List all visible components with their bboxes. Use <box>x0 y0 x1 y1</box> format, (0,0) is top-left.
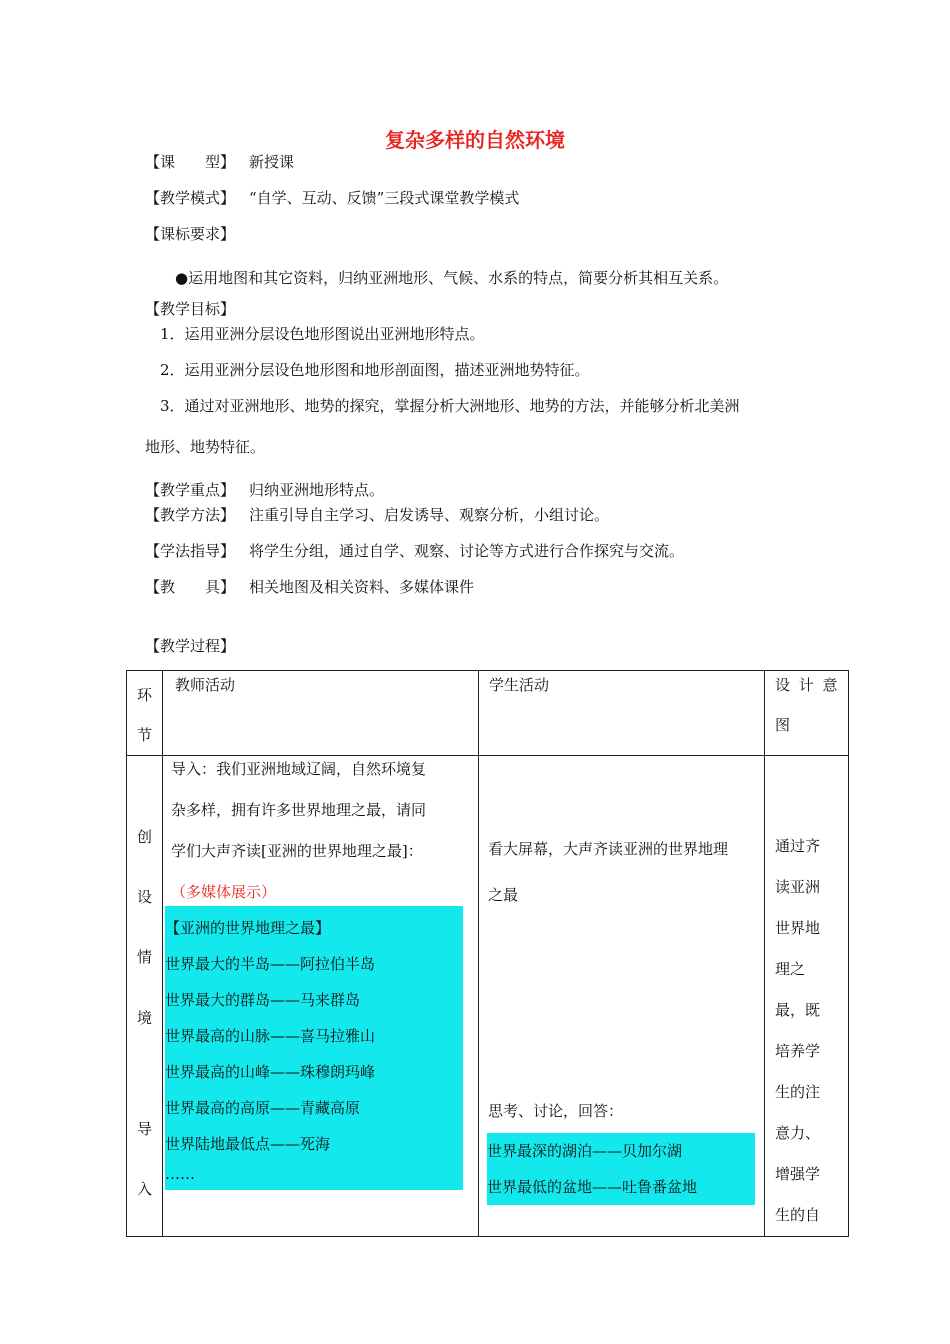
media-note: （多媒体展示） <box>171 883 277 901</box>
header-teacher <box>163 671 479 756</box>
header-student-text: 学生活动 <box>489 676 550 694</box>
mode-row <box>145 188 519 208</box>
header-teacher-text: 教师活动 <box>175 676 236 694</box>
teacher-line: 学们大声齐读[亚洲的世界地理之最]： <box>171 842 423 860</box>
highlight-line: 世界最高的高原——青藏高原 <box>165 1099 361 1117</box>
standard-item: ●运用地图和其它资料，归纳亚洲地形、气候、水系的特点，简要分析其相互关系。 <box>175 269 729 287</box>
goal-1: 1．运用亚洲分层设色地形图说出亚洲地形特点。 <box>160 325 485 343</box>
process-label: 【教学过程】 <box>145 637 236 655</box>
highlight-box <box>165 906 463 1190</box>
table-row <box>127 756 849 1237</box>
study-row <box>145 541 684 561</box>
header-section-char: 节 <box>136 726 152 744</box>
method-value: 注重引导自主学习、启发诱导、观察分析，小组讨论。 <box>249 506 610 524</box>
student-line: 之最 <box>488 886 519 904</box>
mode-label: 【教学模式】 <box>145 189 236 207</box>
teacher-line: 导入：我们亚洲地域辽阔，自然环境复 <box>171 760 427 778</box>
design-line: 培养学 <box>775 1042 821 1060</box>
highlight-line: 世界最高的山峰——珠穆朗玛峰 <box>165 1063 376 1081</box>
table-header-row <box>127 671 849 756</box>
method-label: 【教学方法】 <box>145 506 236 524</box>
method-row <box>145 505 609 525</box>
design-line: 生的注 <box>775 1083 821 1101</box>
focus-row <box>145 480 384 500</box>
section-char: 情 <box>136 948 152 966</box>
highlight-line: 世界最大的半岛——阿拉伯半岛 <box>165 955 376 973</box>
header-design <box>765 671 849 756</box>
course-type-label: 【课 型】 <box>145 153 236 171</box>
focus-value: 归纳亚洲地形特点。 <box>249 481 385 499</box>
mode-value: “自学、互动、反馈”三段式课堂教学模式 <box>249 189 520 207</box>
design-intent-cell <box>765 756 849 1237</box>
header-student <box>479 671 765 756</box>
teacher-activity-cell <box>163 756 479 1237</box>
header-design-line: 设 计 意 <box>775 676 840 694</box>
goal-3-line-2: 地形、地势特征。 <box>145 438 266 456</box>
teacher-line: 杂多样，拥有许多世界地理之最，请同 <box>171 801 427 819</box>
student-activity-cell <box>479 756 765 1237</box>
header-design-line: 图 <box>775 716 791 734</box>
section-char: 境 <box>136 1009 152 1027</box>
tools-value: 相关地图及相关资料、多媒体课件 <box>249 578 475 596</box>
highlight-line: 世界陆地最低点——死海 <box>165 1135 331 1153</box>
process-table <box>126 670 849 1237</box>
goal-2: 2．运用亚洲分层设色地形图和地形剖面图，描述亚洲地势特征。 <box>160 361 590 379</box>
design-line: 理之 <box>775 960 806 978</box>
goal-3-line-1: 3．通过对亚洲地形、地势的探究，掌握分析大洲地形、地势的方法，并能够分析北美洲 <box>160 397 740 415</box>
design-line: 增强学 <box>775 1165 821 1183</box>
design-line: 生的自 <box>775 1206 821 1224</box>
design-line: 最，既 <box>775 1001 821 1019</box>
section-char: 创 <box>136 828 152 846</box>
focus-label: 【教学重点】 <box>145 481 236 499</box>
design-line: 意力、 <box>775 1124 821 1142</box>
student-highlight-box <box>487 1133 755 1205</box>
tools-label: 【教 具】 <box>145 578 236 596</box>
student-highlight-line: 世界最低的盆地——吐鲁番盆地 <box>487 1178 698 1196</box>
page-title: 复杂多样的自然环境 <box>385 128 565 152</box>
goals-label: 【教学目标】 <box>145 300 236 318</box>
section-char: 入 <box>136 1180 152 1198</box>
study-value: 将学生分组，通过自学、观察、讨论等方式进行合作探究与交流。 <box>249 542 685 560</box>
student-line: 看大屏幕，大声齐读亚洲的世界地理 <box>488 840 729 858</box>
section-char: 设 <box>136 888 152 906</box>
section-cell <box>127 756 163 1237</box>
design-line: 通过齐 <box>775 837 821 855</box>
highlight-line: 世界最大的群岛——马来群岛 <box>165 991 361 1009</box>
course-type-row <box>145 152 294 172</box>
tools-row <box>145 577 474 597</box>
highlight-line: 【亚洲的世界地理之最】 <box>165 919 331 937</box>
header-section-char: 环 <box>136 686 152 704</box>
student-highlight-line: 世界最深的湖泊——贝加尔湖 <box>487 1142 683 1160</box>
standard-label: 【课标要求】 <box>145 225 236 243</box>
study-label: 【学法指导】 <box>145 542 236 560</box>
header-section <box>127 671 163 756</box>
student-think: 思考、讨论，回答： <box>488 1102 624 1120</box>
highlight-line: 世界最高的山脉——喜马拉雅山 <box>165 1027 376 1045</box>
section-char: 导 <box>136 1120 152 1138</box>
course-type-value: 新授课 <box>249 153 295 171</box>
design-line: 世界地 <box>775 919 821 937</box>
highlight-line: …… <box>165 1165 195 1183</box>
design-line: 读亚洲 <box>775 878 821 896</box>
